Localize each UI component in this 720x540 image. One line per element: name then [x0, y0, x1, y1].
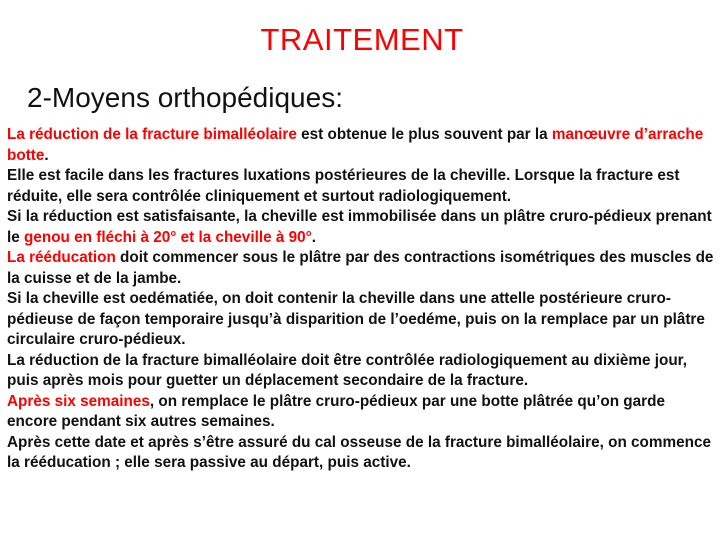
paragraph: [7, 248, 717, 289]
highlighted-text: genou en fléchi à 20° et la cheville à 90°: [24, 228, 312, 246]
slide-subtitle: 2-Moyens orthopédiques:: [27, 82, 343, 113]
paragraph-text: .: [311, 228, 316, 246]
body-text: [7, 125, 717, 474]
paragraph-text: Après cette date et après s’être assuré du cal osseuse de la fracture bimalléolaire, on commence la rééducation ; elle sera passive au départ, puis active.: [7, 433, 711, 471]
paragraph-text: Si la cheville est oedématiée, on doit contenir la cheville dans une attelle postérieure cruro-pédieuse de façon temporaire jusqu’à disparition de l’oedéme, puis on la remplace par un plâtre circulaire cruro-pédieux.: [7, 290, 705, 348]
paragraph-text: est obtenue le plus souvent par la: [296, 126, 552, 143]
paragraph-text: doit commencer sous le plâtre par des contractions isométriques des muscles de la cuisse et de la jambe.: [7, 249, 714, 287]
paragraph-text: Si la réduction est satisfaisante, la cheville est immobilisée dans un plâtre cruro-pédieux prenant le: [7, 208, 712, 246]
highlighted-text: La réduction de la fracture bimalléolaire: [7, 126, 297, 143]
highlighted-text: La rééducation: [7, 249, 116, 266]
highlighted-text: Après six semaines: [7, 392, 150, 410]
paragraph: [7, 166, 717, 207]
paragraph-text: .: [44, 146, 49, 164]
paragraph: [7, 433, 717, 474]
paragraph: [7, 125, 717, 166]
paragraph: [7, 351, 717, 392]
paragraph: [7, 392, 717, 433]
paragraph: [7, 207, 717, 248]
paragraph-text: La réduction de la fracture bimalléolaire doit être contrôlée radiologiquement au dixième jour, puis après mois pour guetter un déplacement secondaire de la fracture.: [7, 351, 688, 389]
paragraph-text: Elle est facile dans les fractures luxations postérieures de la cheville. Lorsque la fracture est réduite, elle sera contrôlée cliniquement et surtout radiologiquement.: [7, 167, 680, 205]
paragraph: [7, 289, 717, 351]
paragraph-text: , on remplace le plâtre cruro-pédieux par une botte plâtrée qu’on garde encore pendant six autres semaines.: [7, 392, 665, 430]
highlighted-text: manœuvre d’arrache botte: [7, 126, 704, 164]
slide-title: TRAITEMENT: [260, 22, 464, 57]
